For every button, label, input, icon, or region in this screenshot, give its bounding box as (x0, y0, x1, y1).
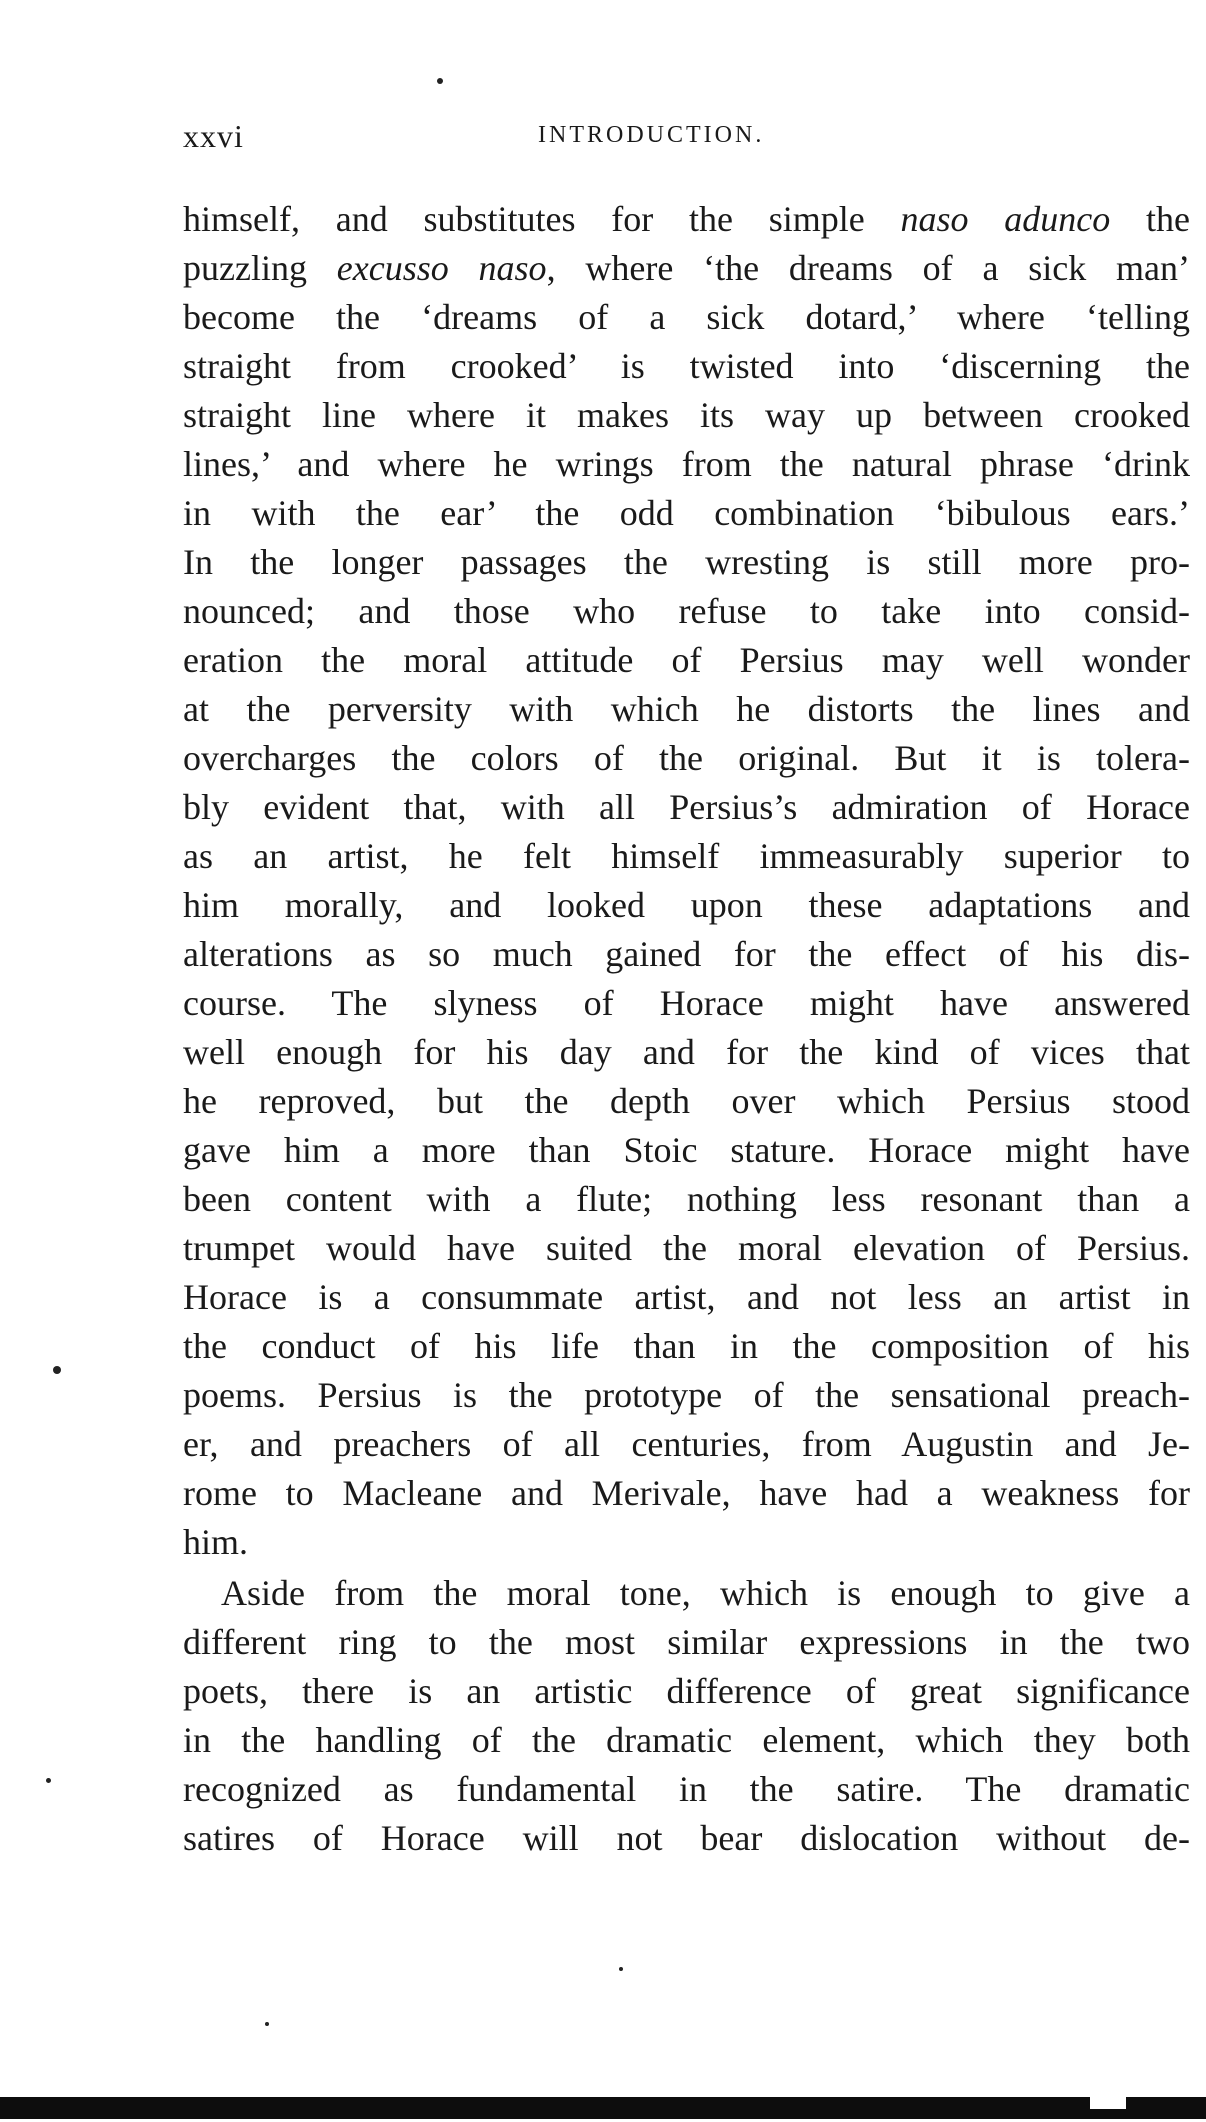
text-line (183, 881, 1190, 930)
text-line (183, 979, 1190, 1028)
ink-speck-bottom-1 (265, 2022, 269, 2026)
text-run: Aside from the moral tone, which is enough to give a (221, 1573, 1190, 1613)
text-line (183, 1077, 1190, 1126)
text-run: eration the moral attitude of Persius may well wonder (183, 640, 1190, 680)
paragraph (183, 195, 1190, 1567)
text-line (183, 342, 1190, 391)
text-line (183, 1765, 1190, 1814)
text-run: himself, and substitutes for the simple (183, 199, 901, 239)
text-run: in the handling of the dramatic element, which they both (183, 1720, 1190, 1760)
text-line (183, 1371, 1190, 1420)
text-run: him morally, and looked upon these adaptations and (183, 885, 1190, 925)
scan-edge-bar (0, 2097, 1206, 2119)
text-run: er, and preachers of all centuries, from Augustin and Je- (183, 1424, 1190, 1464)
text-line (183, 244, 1190, 293)
text-run: as an artist, he felt himself immeasurably superior to (183, 836, 1190, 876)
text-run: trumpet would have suited the moral elevation of Persius. (183, 1228, 1190, 1268)
text-run: the (1110, 199, 1190, 239)
text-line (183, 489, 1190, 538)
page-number: xxvi (183, 118, 244, 154)
text-line (183, 1518, 1190, 1567)
text-run: straight line where it makes its way up between crooked (183, 395, 1190, 435)
text-line (183, 293, 1190, 342)
text-run: In the longer passages the wresting is still more pro- (183, 542, 1190, 582)
ink-speck-top (437, 78, 443, 84)
text-run: well enough for his day and for the kind of vices that (183, 1032, 1190, 1072)
text-line (183, 1569, 1190, 1618)
text-line (183, 1618, 1190, 1667)
text-line (183, 1322, 1190, 1371)
ink-speck-left-1 (53, 1366, 61, 1374)
text-line (183, 1126, 1190, 1175)
text-line (183, 538, 1190, 587)
text-line (183, 1716, 1190, 1765)
ink-speck-left-2 (46, 1778, 51, 1783)
text-run: straight from crooked’ is twisted into ‘discerning the (183, 346, 1190, 386)
text-run: at the perversity with which he distorts the lines and (183, 689, 1190, 729)
text-run: Horace is a consummate artist, and not less an artist in (183, 1277, 1190, 1317)
running-head: INTRODUCTION. (538, 122, 765, 148)
text-line (183, 1667, 1190, 1716)
page-header (183, 118, 1190, 168)
text-run: become the ‘dreams of a sick dotard,’ where ‘telling (183, 297, 1190, 337)
text-run: lines,’ and where he wrings from the natural phrase ‘drink (183, 444, 1190, 484)
text-run: in with the ear’ the odd combination ‘bibulous ears.’ (183, 493, 1190, 533)
italic-phrase: excusso naso (336, 248, 547, 288)
text-line (183, 1273, 1190, 1322)
text-line (183, 1028, 1190, 1077)
body-text (183, 195, 1190, 1863)
text-line (183, 195, 1190, 244)
text-run: course. The slyness of Horace might have answered (183, 983, 1190, 1023)
text-run: overcharges the colors of the original. But it is tolera- (183, 738, 1190, 778)
text-run: he reproved, but the depth over which Persius stood (183, 1081, 1190, 1121)
text-line (183, 930, 1190, 979)
text-run: different ring to the most similar expressions in the two (183, 1622, 1190, 1662)
text-line (183, 1224, 1190, 1273)
text-run: rome to Macleane and Merivale, have had a weakness for (183, 1473, 1190, 1513)
ink-speck-bottom-2 (619, 1967, 623, 1971)
text-line (183, 391, 1190, 440)
text-line (183, 1175, 1190, 1224)
text-run: poems. Persius is the prototype of the sensational preach- (183, 1375, 1190, 1415)
text-run: , where ‘the dreams of a sick man’ (546, 248, 1190, 288)
text-line (183, 636, 1190, 685)
text-run: bly evident that, with all Persius’s admiration of Horace (183, 787, 1190, 827)
scan-edge-notch (1090, 2097, 1126, 2109)
italic-phrase: naso adunco (900, 199, 1111, 239)
text-line (183, 685, 1190, 734)
text-line (183, 1814, 1190, 1863)
text-line (183, 734, 1190, 783)
paragraph (183, 1569, 1190, 1863)
text-run: gave him a more than Stoic stature. Horace might have (183, 1130, 1190, 1170)
text-run: satires of Horace will not bear dislocation without de- (183, 1818, 1190, 1858)
text-line (183, 783, 1190, 832)
text-line (183, 587, 1190, 636)
text-line (183, 832, 1190, 881)
text-run: poets, there is an artistic difference of great significance (183, 1671, 1190, 1711)
text-run: alterations as so much gained for the effect of his dis- (183, 934, 1190, 974)
text-run: the conduct of his life than in the composition of his (183, 1326, 1190, 1366)
text-run: been content with a flute; nothing less resonant than a (183, 1179, 1190, 1219)
text-run: recognized as fundamental in the satire. The dramatic (183, 1769, 1190, 1809)
text-line (183, 440, 1190, 489)
text-line (183, 1469, 1190, 1518)
text-line (183, 1420, 1190, 1469)
text-run: him. (183, 1522, 249, 1562)
text-run: puzzling (183, 248, 337, 288)
text-run: nounced; and those who refuse to take into consid- (183, 591, 1190, 631)
